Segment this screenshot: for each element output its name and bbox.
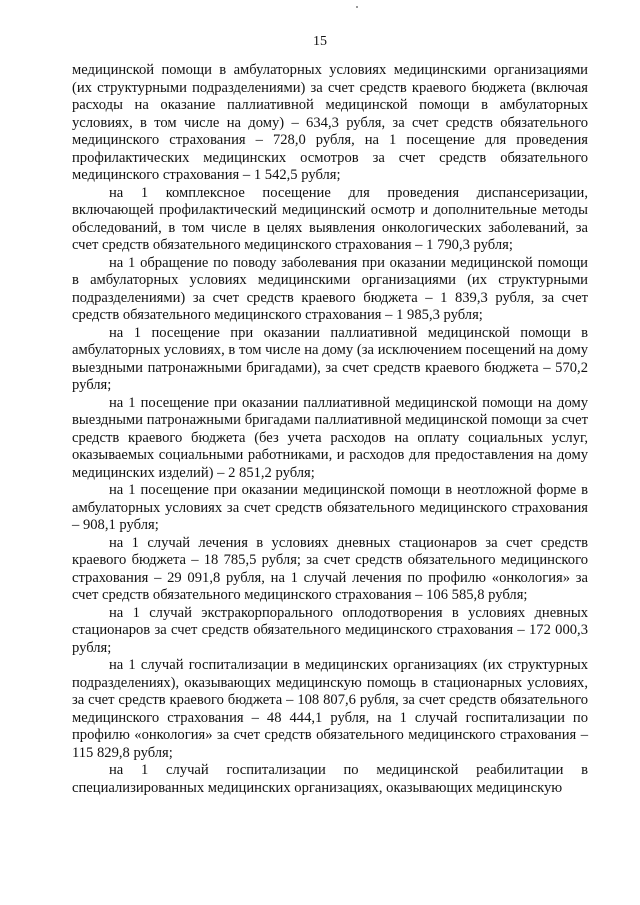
page-number: 15 [313, 34, 327, 49]
paragraph-10: на 1 случай госпитализации по медицинской реабилитации в специализированных медицинских организациях, оказывающих медицинскую [72, 762, 588, 796]
paragraph-2: на 1 комплексное посещение для проведения диспансеризации, включающей профилактический медицинский осмотр и дополнительные методы обследований, в том числе в целях выявления онкологических заболеваний, за счет средств обязательного медицинского страхования – 1 790,3 рубля; [72, 184, 588, 253]
paragraph-8: на 1 случай экстракорпорального оплодотворения в условиях дневных стационаров за счет средств обязательного медицинского страхования – 172 000,3 рубля; [72, 604, 588, 656]
paragraph-3: на 1 обращение по поводу заболевания при оказании медицинской помощи в амбулаторных условиях медицинскими организациями (их структурными подразделениями) за счет средств краевого бюджета – 1 839,3 рубля, за счет средств обязательного медицинского страхования – 1 985,3 рубля; [72, 254, 588, 323]
body-text [72, 62, 588, 797]
paragraph-7: на 1 случай лечения в условиях дневных стационаров за счет средств краевого бюджета – 18 785,5 рубля; за счет средств обязательного медицинского страхования – 29 091,8 рубля, на 1 случай лечения по профилю «онкология» за счет средств обязательного медицинского страхования – 106 585,8 рубля; [72, 534, 588, 603]
scan-speck [356, 6, 358, 8]
paragraph-4: на 1 посещение при оказании паллиативной медицинской помощи в амбулаторных условиях, в том числе на дому (за исключением посещений на дому выездными патронажными бригадами), за счет средств краевого бюджета – 570,2 рубля; [72, 324, 588, 393]
paragraph-6: на 1 посещение при оказании медицинской помощи в неотложной форме в амбулаторных условиях за счет средств обязательного медицинского страхования – 908,1 рубля; [72, 482, 588, 533]
paragraph-1: медицинской помощи в амбулаторных условиях медицинскими организациями (их структурными подразделениями) за счет средств краевого бюджета (включая расходы на оказание паллиативной медицинской помощи в амбулаторных условиях, в том числе на дому) – 634,3 рубля, за счет средств обязательного медицинского страхования – 728,0 рубля, на 1 посещение для проведения профилактических медицинских осмотров за счет средств обязательного медицинского страхования – 1 542,5 рубля; [72, 62, 588, 183]
paragraph-5: на 1 посещение при оказании паллиативной медицинской помощи на дому выездными патронажными бригадами паллиативной медицинской помощи за счет средств краевого бюджета (без учета расходов на оплату социальных услуг, оказываемых социальными работниками, и расходов для предоставления на дому медицинских изделий) – 2 851,2 рубля; [72, 394, 588, 481]
paragraph-9: на 1 случай госпитализации в медицинских организациях (их структурных подразделениях), оказывающих медицинскую помощь в стационарных условиях, за счет средств краевого бюджета – 108 807,6 рубля, за счет средств обязательного медицинского страхования – 48 444,1 рубля, на 1 случай госпитализации по профилю «онкология» за счет средств обязательного медицинского страхования – 115 829,8 рубля; [72, 657, 588, 761]
